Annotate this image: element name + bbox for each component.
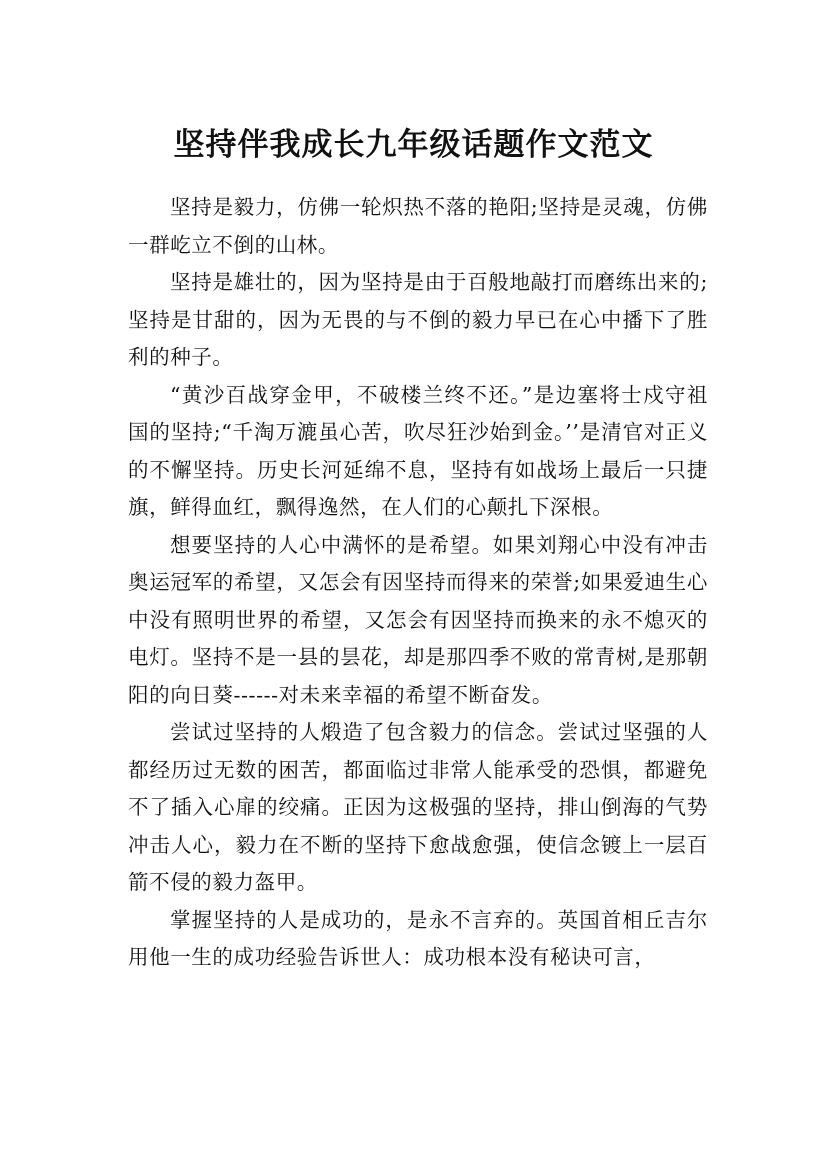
paragraph-4: 想要坚持的人心中满怀的是希望。如果刘翔心中没有冲击奥运冠军的希望，又怎会有因坚持而得来的荣誉;如果爱迪生心中没有照明世界的希望，又怎会有因坚持而换来的永不熄灭的电灯。坚持不是一县的昙花，却是那四季不败的常青树,是那朝阳的向日葵------对未来幸福的希望不断奋发。	[128, 532, 708, 707]
paragraph-2: 坚持是雄壮的，因为坚持是由于百般地敲打而磨练出来的;坚持是甘甜的，因为无畏的与不倒的毅力早已在心中播下了胜利的种子。	[128, 270, 708, 369]
paragraph-3: “黄沙百战穿金甲，不破楼兰终不还。”是边塞将士戍守祖国的坚持;“千淘万漉虽心苦，吹尽狂沙始到金。’’是清官对正义的不懈坚持。历史长河延绵不息，坚持有如战场上最后一只捷旗，鲜得血红，飘得逸然，在人们的心颠扎下深根。	[128, 382, 708, 519]
document-title: 坚持伴我成长九年级话题作文范文	[173, 126, 654, 163]
paragraph-1: 坚持是毅力，仿佛一轮炽热不落的艳阳;坚持是灵魂，仿佛一群屹立不倒的山林。	[128, 195, 708, 257]
paragraph-6: 掌握坚持的人是成功的，是永不言弃的。英国首相丘吉尔用他一生的成功经验告诉世人：成功根本没有秘诀可言，	[128, 907, 708, 969]
paragraph-5: 尝试过坚持的人煅造了包含毅力的信念。尝试过坚强的人都经历过无数的困苦，都面临过非常人能承受的恐惧，都避免不了插入心扉的绞痛。正因为这极强的坚持，排山倒海的气势冲击人心，毅力在不断的坚持下愈战愈强，使信念镀上一层百箭不侵的毅力盔甲。	[128, 720, 708, 894]
essay-body	[128, 189, 708, 977]
